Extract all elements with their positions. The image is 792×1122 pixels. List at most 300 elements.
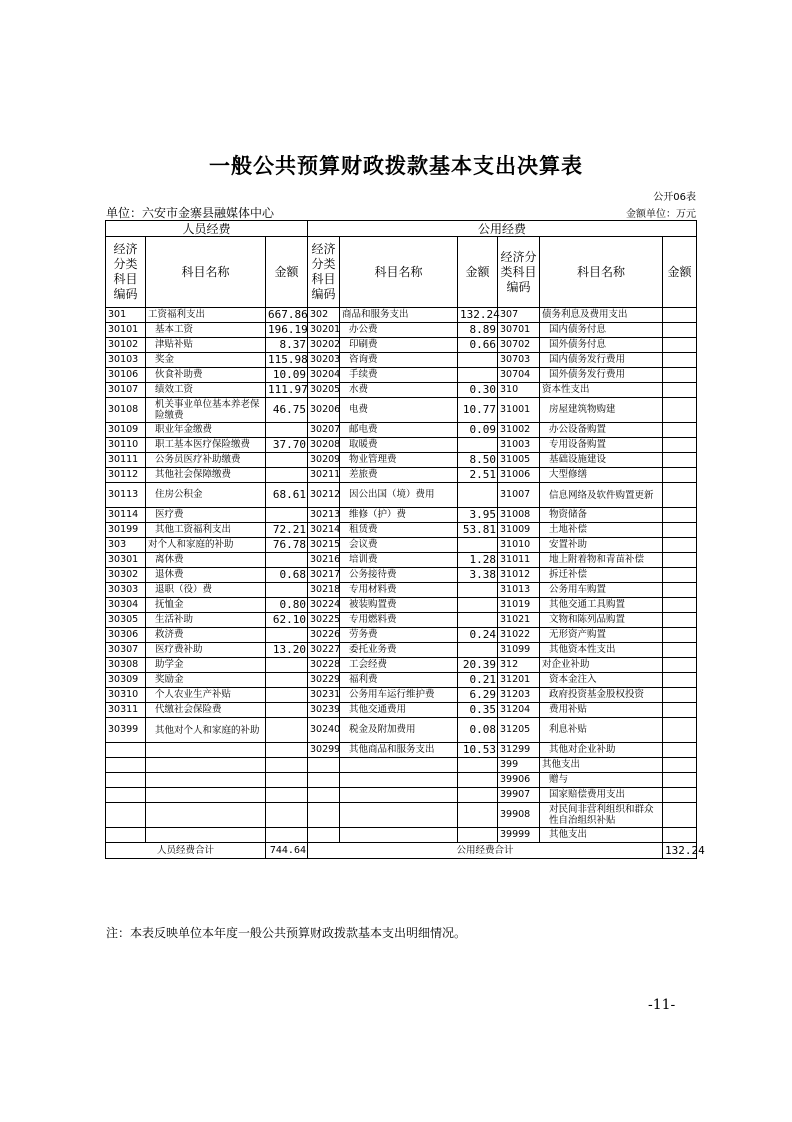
cell-code: 30107 [106,383,146,398]
cell-name: 助学金 [146,658,266,673]
cell-amount: 0.68 [266,568,308,583]
cell-amount [458,353,498,368]
cell-amount [663,468,697,483]
cell-name [146,773,266,788]
cell-amount [663,598,697,613]
table-row [106,353,697,368]
cell-amount: 115.98 [266,353,308,368]
section-personnel: 人员经费 [106,221,308,237]
cell-name [146,743,266,758]
cell-amount [663,423,697,438]
cell-name: 国内债务发行费用 [540,353,663,368]
cell-code: 30199 [106,523,146,538]
cell-amount [458,803,498,828]
cell-code: 30208 [308,438,340,453]
cell-amount [663,323,697,338]
cell-amount: 20.39 [458,658,498,673]
cell-amount [663,338,697,353]
cell-name: 土地补偿 [540,523,663,538]
header-amount: 金额 [266,237,308,308]
cell-code: 31012 [498,568,540,583]
cell-amount: 0.09 [458,423,498,438]
cell-code: 39907 [498,788,540,803]
unit-label: 单位：六安市金寨县融媒体中心 [106,206,275,220]
cell-name [146,788,266,803]
cell-amount [266,468,308,483]
table-row [106,423,697,438]
cell-code: 310 [498,383,540,398]
cell-amount [663,758,697,773]
cell-code: 30103 [106,353,146,368]
cell-amount: 0.80 [266,598,308,613]
cell-name: 代缴社会保险费 [146,703,266,718]
cell-code: 30225 [308,613,340,628]
cell-amount [663,628,697,643]
cell-code: 30704 [498,368,540,383]
cell-name: 水费 [340,383,458,398]
cell-name: 其他交通工具购置 [540,598,663,613]
report-title: 一般公共预算财政拨款基本支出决算表 [209,154,583,178]
cell-name: 取暖费 [340,438,458,453]
cell-amount [266,688,308,703]
table-row [106,703,697,718]
cell-amount: 111.97 [266,383,308,398]
cell-name: 奖励金 [146,673,266,688]
table-row [106,308,697,323]
cell-amount: 46.75 [266,398,308,423]
table-row [106,568,697,583]
cell-name: 住房公积金 [146,483,266,508]
cell-code: 30113 [106,483,146,508]
cell-amount: 0.66 [458,338,498,353]
cell-code: 30240 [308,718,340,743]
cell-amount: 0.21 [458,673,498,688]
cell-amount [266,423,308,438]
cell-amount [663,383,697,398]
cell-name: 差旅费 [340,468,458,483]
cell-code: 30114 [106,508,146,523]
cell-code: 301 [106,308,146,323]
table-row [106,613,697,628]
cell-amount [663,308,697,323]
cell-name: 退休费 [146,568,266,583]
cell-name: 基本工资 [146,323,266,338]
cell-name: 资本金注入 [540,673,663,688]
cell-name: 被装购置费 [340,598,458,613]
cell-name: 物资储备 [540,508,663,523]
cell-amount: 10.09 [266,368,308,383]
cell-amount [266,828,308,843]
cell-code [106,828,146,843]
cell-code: 30239 [308,703,340,718]
table-row [106,368,697,383]
cell-code: 30101 [106,323,146,338]
cell-amount [266,803,308,828]
cell-amount [663,538,697,553]
header-amount: 金额 [458,237,498,308]
cell-code: 31008 [498,508,540,523]
cell-name: 赠与 [540,773,663,788]
cell-code [308,803,340,828]
cell-amount: 3.38 [458,568,498,583]
cell-code: 30209 [308,453,340,468]
cell-code: 31022 [498,628,540,643]
table-row [106,743,697,758]
table-row [106,398,697,423]
cell-amount: 0.24 [458,628,498,643]
cell-name: 职工基本医疗保险缴费 [146,438,266,453]
cell-code: 31005 [498,453,540,468]
cell-amount: 10.53 [458,743,498,758]
table-row [106,468,697,483]
cell-name [146,803,266,828]
cell-code: 30109 [106,423,146,438]
cell-code: 30102 [106,338,146,353]
cell-code [106,743,146,758]
cell-amount: 1.28 [458,553,498,568]
cell-amount: 132.24 [458,308,498,323]
cell-code: 30307 [106,643,146,658]
cell-code: 30310 [106,688,146,703]
table-row [106,643,697,658]
cell-name: 其他社会保障缴费 [146,468,266,483]
cell-name: 手续费 [340,368,458,383]
cell-name: 办公费 [340,323,458,338]
cell-amount: 76.78 [266,538,308,553]
cell-code: 30224 [308,598,340,613]
cell-name: 其他资本性支出 [540,643,663,658]
public-total-label: 公用经费合计 [308,843,663,859]
cell-name [340,803,458,828]
cell-name: 国外债务付息 [540,338,663,353]
cell-amount: 8.37 [266,338,308,353]
cell-amount [266,743,308,758]
cell-amount [266,718,308,743]
cell-amount [663,568,697,583]
cell-amount [663,673,697,688]
cell-code: 30203 [308,353,340,368]
cell-code: 30226 [308,628,340,643]
cell-code: 30302 [106,568,146,583]
cell-name: 医疗费 [146,508,266,523]
cell-code: 30228 [308,658,340,673]
cell-code: 30207 [308,423,340,438]
cell-name: 救济费 [146,628,266,643]
cell-amount [458,828,498,843]
table-row [106,673,697,688]
cell-name: 工会经费 [340,658,458,673]
cell-amount [458,538,498,553]
cell-amount [663,658,697,673]
cell-amount: 10.77 [458,398,498,423]
cell-code: 30305 [106,613,146,628]
cell-code: 30308 [106,658,146,673]
cell-amount [266,658,308,673]
cell-code: 30201 [308,323,340,338]
section-public: 公用经费 [308,221,697,237]
cell-name: 抚恤金 [146,598,266,613]
cell-name: 专用材料费 [340,583,458,598]
cell-code: 30215 [308,538,340,553]
cell-code [308,758,340,773]
cell-code: 31205 [498,718,540,743]
cell-code: 30106 [106,368,146,383]
cell-name: 大型修缮 [540,468,663,483]
cell-name: 政府投资基金股权投资 [540,688,663,703]
cell-code: 30111 [106,453,146,468]
cell-amount [266,583,308,598]
cell-code: 31099 [498,643,540,658]
table-row [106,758,697,773]
cell-code: 30216 [308,553,340,568]
personnel-total-label: 人员经费合计 [106,843,266,859]
table-row [106,323,697,338]
cell-code: 31021 [498,613,540,628]
cell-name: 专用燃料费 [340,613,458,628]
cell-amount: 3.95 [458,508,498,523]
cell-name: 拆迁补偿 [540,568,663,583]
cell-amount: 2.51 [458,468,498,483]
header-name: 科目名称 [146,237,266,308]
cell-code: 30108 [106,398,146,423]
expenditure-table [105,220,705,859]
header-name: 科目名称 [340,237,458,308]
cell-amount [266,758,308,773]
cell-amount [266,553,308,568]
cell-code: 31003 [498,438,540,453]
cell-code: 30205 [308,383,340,398]
cell-amount [663,788,697,803]
cell-amount [458,788,498,803]
table-row [106,788,697,803]
cell-name: 伙食补助费 [146,368,266,383]
table-row [106,598,697,613]
form-number: 公开06表 [653,192,696,203]
cell-amount [266,673,308,688]
cell-code: 30299 [308,743,340,758]
cell-name: 福利费 [340,673,458,688]
cell-amount: 667.86 [266,308,308,323]
cell-code: 30206 [308,398,340,423]
cell-code: 31006 [498,468,540,483]
cell-name: 咨询费 [340,353,458,368]
cell-amount [458,583,498,598]
cell-code [308,788,340,803]
cell-amount: 37.70 [266,438,308,453]
cell-code: 30212 [308,483,340,508]
cell-name: 费用补贴 [540,703,663,718]
cell-name: 会议费 [340,538,458,553]
cell-name: 地上附着物和青苗补偿 [540,553,663,568]
cell-code: 30202 [308,338,340,353]
table-row [106,658,697,673]
cell-code: 31009 [498,523,540,538]
cell-code: 312 [498,658,540,673]
cell-name: 房屋建筑物购建 [540,398,663,423]
table-row [106,523,697,538]
cell-name: 其他交通费用 [340,703,458,718]
cell-name: 对民间非营利组织和群众性自治组织补贴 [540,803,663,828]
cell-name [340,828,458,843]
cell-name: 债务利息及费用支出 [540,308,663,323]
header-code: 经济分类科目编码 [308,237,340,308]
cell-code [106,758,146,773]
cell-amount [663,398,697,423]
cell-name: 生活补助 [146,613,266,628]
cell-amount: 0.08 [458,718,498,743]
cell-code: 30227 [308,643,340,658]
cell-code: 307 [498,308,540,323]
table-row [106,583,697,598]
header-code: 经济分类科目编码 [106,237,146,308]
cell-name: 租赁费 [340,523,458,538]
table-row [106,383,697,398]
cell-amount [663,643,697,658]
cell-name: 公务接待费 [340,568,458,583]
cell-amount [266,703,308,718]
header-amount: 金额 [663,237,697,308]
cell-code: 30304 [106,598,146,613]
cell-amount: 53.81 [458,523,498,538]
table-row [106,718,697,743]
cell-amount [663,828,697,843]
cell-amount [458,758,498,773]
currency-label: 金额单位：万元 [626,209,696,220]
public-total-amount: 132.24 [663,843,697,859]
cell-code: 31007 [498,483,540,508]
table-row [106,438,697,453]
cell-name: 维修（护）费 [340,508,458,523]
cell-code: 31001 [498,398,540,423]
cell-code: 31013 [498,583,540,598]
cell-name: 税金及附加费用 [340,718,458,743]
cell-name: 劳务费 [340,628,458,643]
cell-code [106,773,146,788]
cell-code [308,773,340,788]
cell-amount [663,353,697,368]
cell-code [106,803,146,828]
cell-name: 其他支出 [540,758,663,773]
cell-name [340,773,458,788]
cell-code: 31201 [498,673,540,688]
cell-name: 商品和服务支出 [340,308,458,323]
cell-amount [663,613,697,628]
table-row [106,803,697,828]
table-row [106,338,697,353]
cell-code: 30231 [308,688,340,703]
cell-name: 无形资产购置 [540,628,663,643]
table-row [106,553,697,568]
cell-code: 31002 [498,423,540,438]
cell-code: 39906 [498,773,540,788]
personnel-total-amount: 744.64 [266,843,308,859]
cell-name [146,758,266,773]
cell-code: 30229 [308,673,340,688]
cell-amount [458,483,498,508]
cell-name: 国家赔偿费用支出 [540,788,663,803]
cell-code: 30217 [308,568,340,583]
cell-code: 30214 [308,523,340,538]
cell-amount [458,613,498,628]
cell-amount [663,583,697,598]
cell-name: 利息补贴 [540,718,663,743]
cell-amount: 13.20 [266,643,308,658]
cell-name: 国外债务发行费用 [540,368,663,383]
cell-amount: 68.61 [266,483,308,508]
cell-code: 302 [308,308,340,323]
cell-name: 其他对企业补助 [540,743,663,758]
cell-name: 文物和陈列品购置 [540,613,663,628]
cell-name: 其他工资福利支出 [146,523,266,538]
cell-name: 委托业务费 [340,643,458,658]
table-row [106,483,697,508]
cell-code: 31299 [498,743,540,758]
cell-amount [663,453,697,468]
cell-name: 离休费 [146,553,266,568]
cell-code: 30306 [106,628,146,643]
cell-code: 30213 [308,508,340,523]
cell-name: 职业年金缴费 [146,423,266,438]
cell-name: 公务用车购置 [540,583,663,598]
cell-name: 公务用车运行维护费 [340,688,458,703]
cell-code [106,788,146,803]
cell-amount [266,788,308,803]
cell-code: 30702 [498,338,540,353]
cell-amount [458,643,498,658]
cell-amount [266,773,308,788]
cell-name: 专用设备购置 [540,438,663,453]
page-number: -11- [648,997,676,1013]
cell-code: 30303 [106,583,146,598]
table-row [106,453,697,468]
cell-name [146,828,266,843]
cell-amount [458,438,498,453]
cell-name: 机关事业单位基本养老保险缴费 [146,398,266,423]
table-row [106,828,697,843]
cell-code: 39999 [498,828,540,843]
cell-amount [458,598,498,613]
cell-code: 30311 [106,703,146,718]
cell-amount: 8.50 [458,453,498,468]
cell-name: 津贴补贴 [146,338,266,353]
cell-code: 30112 [106,468,146,483]
cell-code: 30301 [106,553,146,568]
cell-name: 医疗费补助 [146,643,266,658]
header-code: 经济分类科目编码 [498,237,540,308]
cell-amount [266,508,308,523]
table-row [106,508,697,523]
cell-name: 其他支出 [540,828,663,843]
cell-name [340,758,458,773]
cell-name: 奖金 [146,353,266,368]
cell-amount [663,703,697,718]
header-name: 科目名称 [540,237,663,308]
cell-code: 399 [498,758,540,773]
cell-amount [663,773,697,788]
cell-name: 其他商品和服务支出 [340,743,458,758]
cell-name: 公务员医疗补助缴费 [146,453,266,468]
cell-code: 303 [106,538,146,553]
cell-code: 30218 [308,583,340,598]
cell-code: 30309 [106,673,146,688]
cell-code: 31203 [498,688,540,703]
cell-amount [663,803,697,828]
cell-name: 印刷费 [340,338,458,353]
cell-code [308,828,340,843]
cell-name: 信息网络及软件购置更新 [540,483,663,508]
cell-amount: 62.10 [266,613,308,628]
cell-name [340,788,458,803]
